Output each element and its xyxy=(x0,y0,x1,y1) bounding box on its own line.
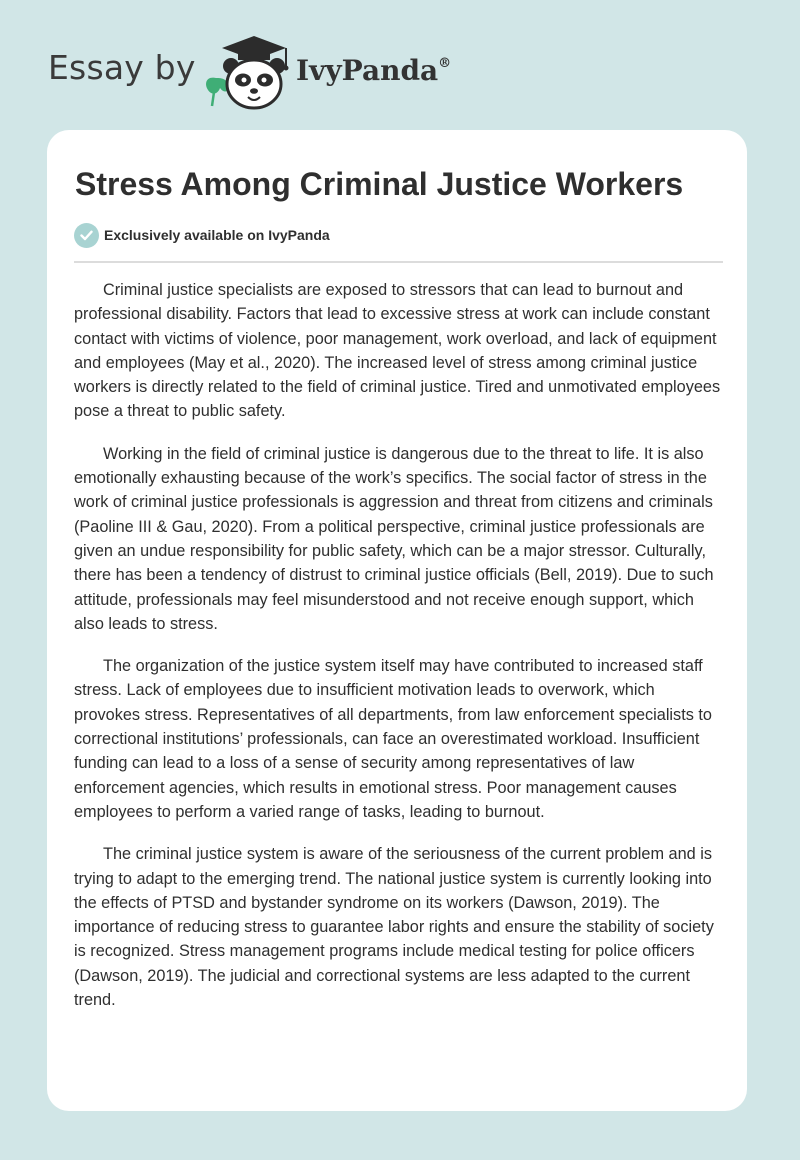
exclusive-badge-label: Exclusively available on IvyPanda xyxy=(104,227,330,243)
exclusive-badge xyxy=(74,222,330,248)
essay-body xyxy=(74,278,723,1030)
panda-logo-icon[interactable] xyxy=(202,34,294,110)
check-circle-icon xyxy=(74,223,99,248)
divider xyxy=(74,261,723,263)
ivy-leaf-icon xyxy=(206,78,228,106)
essay-card xyxy=(47,130,747,1111)
brand-text: IvyPanda xyxy=(296,54,439,87)
paragraph: The organization of the justice system itself may have contributed to increased staff stress. Lack of employees due to insufficient motivation leads to overwork, which provokes stress. Representatives of all departments, from law enforcement specialists to correctional institutions’ professionals, can face an overestimated workload. Insufficient funding can lead to a loss of a sense of security among representatives of law enforcement agencies, which results in emotional stress. Poor management causes employees to perform a varied range of tasks, leading to burnout. xyxy=(74,657,712,821)
essay-by-label: Essay by xyxy=(48,48,196,87)
page-title: Stress Among Criminal Justice Workers xyxy=(75,166,684,202)
registered-mark: ® xyxy=(438,56,452,71)
site-header xyxy=(48,34,508,110)
paragraph: The criminal justice system is aware of the seriousness of the current problem and is trying to adapt to the emerging trend. The national justice system is currently looking into the effects of PTSD and bystander syndrome on its workers (Dawson, 2019). The importance of reducing stress to guarantee labor rights and ensure the stability of society is recognized. Stress management programs include medical testing for police officers (Dawson, 2019). The judicial and correctional systems are less adapted to the current trend. xyxy=(74,845,714,1010)
paragraph: Working in the field of criminal justice is dangerous due to the threat to life. It is also emotionally exhausting because of the work’s specifics. The social factor of stress in the work of criminal justice professionals is aggression and threat from citizens and criminals (Paoline III & Gau, 2020). From a political perspective, criminal justice professionals are given an undue responsibility for public safety, which can be a major stressor. Culturally, there has been a tendency of distrust to criminal justice officials (Bell, 2019). Due to such attitude, professionals may feel misunderstood and not receive enough support, which also leads to stress. xyxy=(74,444,714,633)
brand-name[interactable] xyxy=(296,54,451,87)
paragraph: Criminal justice specialists are exposed to stressors that can lead to burnout and professional disability. Factors that lead to excessive stress at work can include constant contact with victims of violence, poor management, work overload, and lack of equipment and employees (May et al., 2020). The increased level of stress among criminal justice workers is directly related to the field of criminal justice. Tired and unmotivated employees pose a threat to public safety. xyxy=(74,281,721,421)
